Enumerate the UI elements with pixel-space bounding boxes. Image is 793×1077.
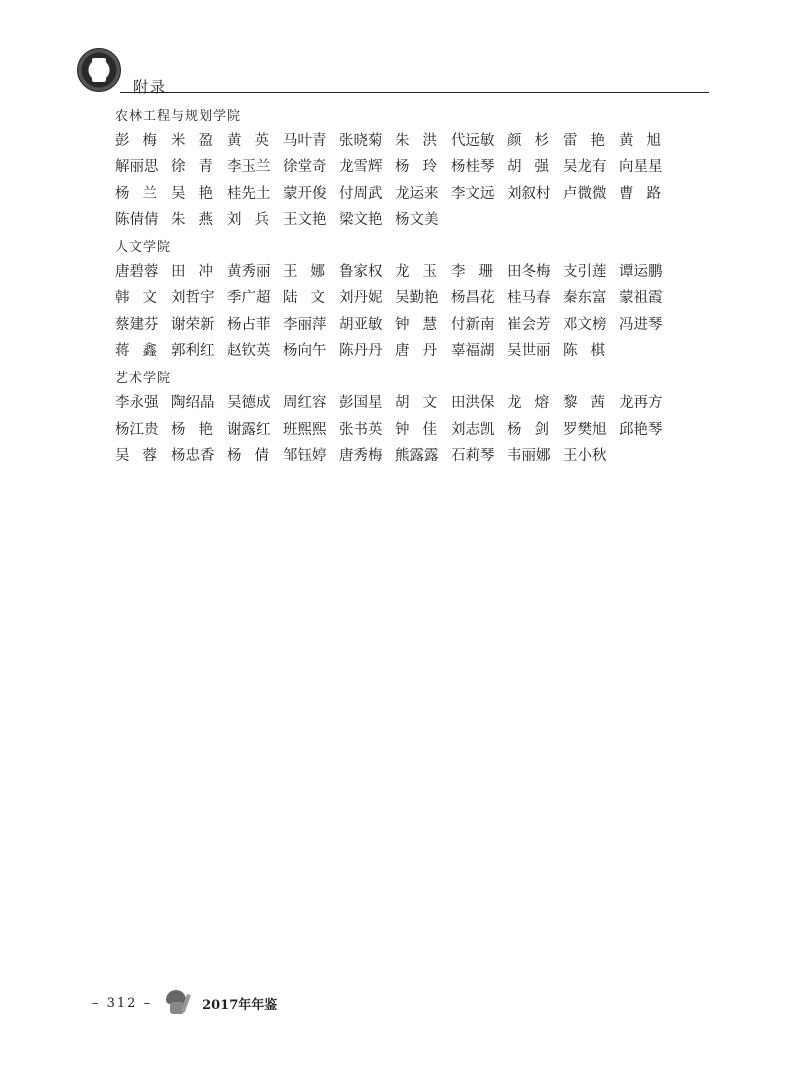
person-name: 吴勤艳 — [395, 290, 439, 307]
person-name: 黄秀丽 — [227, 264, 271, 281]
name-list-content — [115, 104, 675, 473]
mascot-icon — [162, 990, 196, 1016]
person-name: 龙玉 — [395, 264, 437, 281]
person-name: 辜福湖 — [451, 343, 495, 360]
person-name: 周红容 — [283, 395, 327, 412]
person-name: 蔡建芬 — [115, 316, 159, 333]
person-name: 桂马春 — [507, 290, 551, 307]
person-name: 朱燕 — [171, 211, 213, 228]
person-name: 杨文美 — [395, 211, 439, 228]
person-name: 蒙开俊 — [283, 185, 327, 202]
section-title: 艺术学院 — [115, 371, 172, 387]
person-name: 秦东富 — [563, 290, 607, 307]
person-name: 冯进琴 — [619, 316, 663, 333]
person-name: 邓文榜 — [563, 316, 607, 333]
person-name: 付新南 — [451, 316, 495, 333]
person-name: 蒋鑫 — [115, 343, 157, 360]
person-name: 颜杉 — [507, 133, 549, 149]
person-name: 崔会芳 — [507, 316, 551, 333]
header-rule — [120, 92, 709, 93]
logo-emblem-icon — [92, 58, 106, 82]
person-name: 田冬梅 — [507, 264, 551, 281]
person-name: 李文远 — [451, 185, 495, 202]
person-name: 黄英 — [227, 133, 269, 149]
page-number: – 312 – — [92, 995, 153, 1011]
section-title: 人文学院 — [115, 240, 172, 256]
person-name: 王小秋 — [563, 447, 607, 464]
person-name: 刘丹妮 — [339, 290, 383, 307]
person-name: 朱洪 — [395, 133, 437, 149]
name-grid — [115, 128, 675, 233]
person-name: 徐堂奇 — [283, 159, 327, 176]
person-name: 陶绍晶 — [171, 395, 215, 412]
person-name: 陈倩倩 — [115, 211, 159, 228]
person-name: 徐青 — [171, 159, 213, 176]
person-name: 谢荣新 — [171, 316, 215, 333]
name-grid — [115, 259, 675, 364]
person-name: 龙再方 — [619, 395, 663, 412]
person-name: 杨忠香 — [171, 447, 215, 464]
person-name: 胡文 — [395, 395, 437, 412]
person-name: 马叶青 — [283, 133, 327, 149]
person-name: 唐碧蓉 — [115, 264, 159, 281]
person-name: 唐丹 — [395, 343, 437, 360]
person-name: 杨倩 — [227, 447, 269, 464]
yearbook-title: 2017年年鉴 — [202, 997, 278, 1013]
person-name: 张晓菊 — [339, 133, 383, 149]
person-name: 龙运来 — [395, 185, 439, 202]
person-name: 熊露露 — [395, 447, 439, 464]
person-name: 蒙祖霞 — [619, 290, 663, 307]
person-name: 吴艳 — [171, 185, 213, 202]
person-name: 韩文 — [115, 290, 157, 307]
person-name: 付周武 — [339, 185, 383, 202]
person-name: 梁文艳 — [339, 211, 383, 228]
section-humanities — [115, 237, 675, 364]
person-name: 龙熔 — [507, 395, 549, 412]
person-name: 曹路 — [619, 185, 661, 202]
person-name: 石莉琴 — [451, 447, 495, 464]
person-name: 桂先土 — [227, 185, 271, 202]
person-name: 田洪保 — [451, 395, 495, 412]
person-name: 龙雪辉 — [339, 159, 383, 176]
person-name: 谢露红 — [227, 421, 271, 438]
person-name: 李珊 — [451, 264, 493, 281]
person-name: 彭国星 — [339, 395, 383, 412]
person-name: 陆文 — [283, 290, 325, 307]
person-name: 刘叙村 — [507, 185, 551, 202]
header-label: 附录 — [133, 78, 168, 96]
person-name: 陈棋 — [563, 343, 605, 360]
person-name: 刘兵 — [227, 211, 269, 228]
person-name: 唐秀梅 — [339, 447, 383, 464]
person-name: 张书英 — [339, 421, 383, 438]
person-name: 胡强 — [507, 159, 549, 176]
person-name: 邹钰婷 — [283, 447, 327, 464]
person-name: 向星星 — [619, 159, 663, 176]
person-name: 王娜 — [283, 264, 325, 281]
section-agri-engineering — [115, 106, 675, 233]
person-name: 杨昌花 — [451, 290, 495, 307]
person-name: 米盈 — [171, 133, 213, 149]
person-name: 支引莲 — [563, 264, 607, 281]
person-name: 杨占菲 — [227, 316, 271, 333]
person-name: 刘志凯 — [451, 421, 495, 438]
person-name: 黄旭 — [619, 133, 661, 149]
person-name: 李丽萍 — [283, 316, 327, 333]
person-name: 罗樊旭 — [563, 421, 607, 438]
person-name: 吴龙有 — [563, 159, 607, 176]
person-name: 吴世丽 — [507, 343, 551, 360]
person-name: 赵钦英 — [227, 343, 271, 360]
person-name: 吴德成 — [227, 395, 271, 412]
person-name: 班熙熙 — [283, 421, 327, 438]
person-name: 卢微微 — [563, 185, 607, 202]
person-name: 吴蓉 — [115, 447, 157, 464]
person-name: 杨兰 — [115, 185, 157, 202]
person-name: 杨向午 — [283, 343, 327, 360]
person-name: 刘哲宇 — [171, 290, 215, 307]
name-grid — [115, 390, 675, 469]
person-name: 谭运鹏 — [619, 264, 663, 281]
person-name: 鲁家权 — [339, 264, 383, 281]
person-name: 季广超 — [227, 290, 271, 307]
person-name: 钟佳 — [395, 421, 437, 438]
person-name: 杨江贵 — [115, 421, 159, 438]
page-footer — [92, 990, 277, 1016]
person-name: 邱艳琴 — [619, 421, 663, 438]
person-name: 郭利红 — [171, 343, 215, 360]
person-name: 杨玲 — [395, 159, 437, 176]
person-name: 陈丹丹 — [339, 343, 383, 360]
person-name: 杨剑 — [507, 421, 549, 438]
person-name: 杨桂琴 — [451, 159, 495, 176]
person-name: 胡亚敏 — [339, 316, 383, 333]
person-name: 钟慧 — [395, 316, 437, 333]
person-name: 王文艳 — [283, 211, 327, 228]
person-name: 代远敏 — [451, 133, 495, 149]
person-name: 彭梅 — [115, 133, 157, 149]
person-name: 李永强 — [115, 395, 159, 412]
person-name: 杨艳 — [171, 421, 213, 438]
person-name: 雷艳 — [563, 133, 605, 149]
person-name: 韦丽娜 — [507, 447, 551, 464]
person-name: 解丽思 — [115, 159, 159, 176]
person-name: 黎茜 — [563, 395, 605, 412]
person-name: 李玉兰 — [227, 159, 271, 176]
section-title: 农林工程与规划学院 — [115, 109, 242, 124]
person-name: 田冲 — [171, 264, 213, 281]
section-arts — [115, 368, 675, 469]
